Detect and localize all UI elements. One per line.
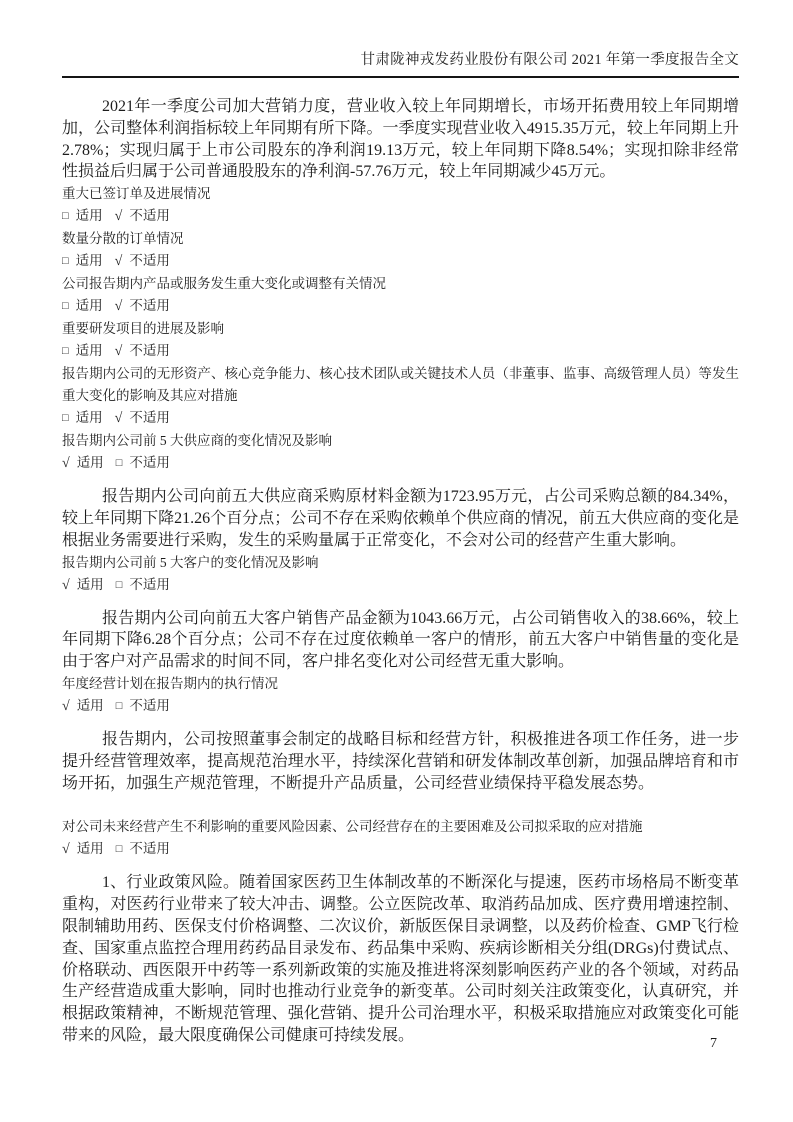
section-label: 报告期内公司前 5 大客户的变化情况及影响 (62, 554, 319, 570)
page-content (62, 0, 739, 1047)
applicable-label: 适用 (75, 298, 103, 314)
section-label: 数量分散的订单情况 (62, 231, 184, 247)
applicable-label: 适用 (76, 576, 104, 592)
applicable-label: 适用 (75, 208, 103, 224)
applicability-line (62, 205, 739, 228)
document-body (62, 78, 739, 1047)
applicability-line (62, 407, 739, 430)
not-applicable-label: 不适用 (129, 253, 170, 269)
applicable-label: 适用 (75, 410, 103, 426)
checkbox-empty-icon: □ (62, 345, 69, 358)
body-paragraph: 报告期内公司向前五大客户销售产品金额为1043.66万元，占公司销售收入的38.66%，较上年同期下降6.28个百分点；公司不存在过度依赖单一客户的情形，前五大客户中销售量的变化是由于客户对产品需求的时间不同，客户排名变化对公司经营无重大影响。 (62, 609, 739, 671)
applicability-line (62, 452, 739, 475)
applicable-label: 适用 (76, 697, 104, 713)
applicability-line (62, 695, 739, 718)
section-label: 公司报告期内产品或服务发生重大变化或调整有关情况 (62, 276, 386, 292)
check-icon: √ (114, 299, 123, 315)
check-icon: √ (62, 698, 70, 714)
not-applicable-label: 不适用 (129, 298, 170, 314)
not-applicable-label: 不适用 (129, 576, 170, 592)
applicability-line (62, 295, 739, 318)
check-icon: √ (62, 456, 70, 472)
body-paragraph: 报告期内公司向前五大供应商采购原材料金额为1723.95万元，占公司采购总额的84.34%，较上年同期下降21.26个百分点；公司不存在采购依赖单个供应商的情况，前五大供应商的变化是根据业务需要进行采购，发生的采购量属于正常变化，不会对公司的经营产生重大影响。 (62, 488, 739, 549)
applicability-line (62, 250, 739, 273)
not-applicable-label: 不适用 (129, 697, 170, 713)
checkbox-empty-icon: □ (62, 412, 69, 425)
not-applicable-label: 不适用 (129, 455, 170, 471)
applicable-label: 适用 (76, 841, 104, 857)
check-icon: √ (62, 577, 70, 593)
not-applicable-label: 不适用 (129, 410, 170, 426)
checkbox-empty-icon: □ (62, 300, 69, 313)
check-icon: √ (114, 254, 123, 270)
body-paragraph: 2021年一季度公司加大营销力度，营业收入较上年同期增长，市场开拓费用较上年同期增加，公司整体利润指标较上年同期有所下降。一季度实现营业收入4915.35万元，较上年同期上升2.78%；实现归属于上市公司股东的净利润19.13万元，较上年同期下降8.54%；实现扣除非经常性损益后归属于公司普通股股东的净利润-57.76万元，较上年同期减少45万元。 (62, 98, 739, 181)
section-label: 报告期内公司的无形资产、核心竞争能力、核心技术团队或关键技术人员（非董事、监事、高级管理人员）等发生重大变化的影响及其应对措施 (62, 366, 739, 404)
body-paragraph: 1、行业政策风险。随着国家医药卫生体制改革的不断深化与提速，医药市场格局不断变革重构，对医药行业带来了较大冲击、调整。公立医院改革、取消药品加成、医疗费用增速控制、限制辅助用药、医保支付价格调整、二次议价，新版医保目录调整，以及药价检查、GMP飞行检查、国家重点监控合理用药药品目录发布、药品集中采购、疾病诊断相关分组(DRGs)付费试点、价格联动、西医限开中药等一系列新政策的实施及推进将深刻影响医药产业的各个领域，对药品生产经营造成重大影响，同时也推动行业竞争的新变革。公司时刻关注政策变化，认真研究，并根据政策精神，不断规范管理、强化营销、提升公司治理水平，积极采取措施应对政策变化可能带来的风险，最大限度确保公司健康可持续发展。 (62, 874, 739, 1044)
section-label: 重大已签订单及进展情况 (62, 186, 211, 202)
checkbox-empty-icon: □ (115, 843, 123, 856)
checkbox-empty-icon: □ (115, 699, 123, 712)
page-number: 7 (710, 1036, 717, 1051)
applicable-label: 适用 (75, 253, 103, 269)
section-label: 重要研发项目的进展及影响 (62, 321, 224, 337)
check-icon: √ (114, 209, 123, 225)
check-icon: √ (62, 842, 70, 858)
check-icon: √ (114, 411, 123, 427)
body-paragraph: 报告期内，公司按照董事会制定的战略目标和经营方针，积极推进各项工作任务，进一步提升经营管理效率，提高规范治理水平，持续深化营销和研发体制改革创新，加强品牌培育和市场开拓，加强生产规范管理，不断提升产品质量，公司经营业绩保持平稳发展态势。 (62, 730, 739, 792)
section-label: 对公司未来经营产生不利影响的重要风险因素、公司经营存在的主要困难及公司拟采取的应对措施 (62, 819, 643, 835)
not-applicable-label: 不适用 (129, 841, 170, 857)
applicable-label: 适用 (75, 343, 103, 359)
applicable-label: 适用 (76, 455, 104, 471)
check-icon: √ (114, 344, 123, 360)
checkbox-empty-icon: □ (115, 457, 123, 470)
applicability-line (62, 340, 739, 363)
not-applicable-label: 不适用 (129, 343, 170, 359)
checkbox-empty-icon: □ (62, 255, 69, 268)
section-label: 年度经营计划在报告期内的执行情况 (62, 675, 278, 691)
section-label: 报告期内公司前 5 大供应商的变化情况及影响 (62, 433, 332, 449)
not-applicable-label: 不适用 (129, 208, 170, 224)
checkbox-empty-icon: □ (62, 210, 69, 223)
checkbox-empty-icon: □ (115, 578, 123, 591)
page-header-title: 甘肃陇神戎发药业股份有限公司 2021 年第一季度报告全文 (62, 51, 739, 78)
applicability-line (62, 838, 739, 861)
applicability-line (62, 574, 739, 597)
